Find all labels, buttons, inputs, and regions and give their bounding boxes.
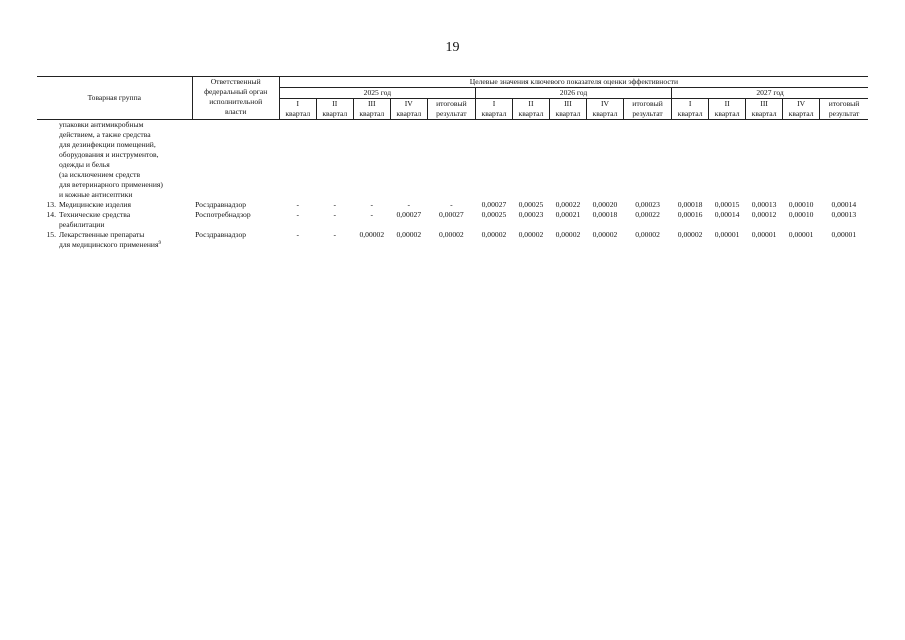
target-value: 0,00001 — [831, 230, 857, 239]
quarter-number: IV — [600, 99, 609, 108]
header-year-2026: 2026 год — [475, 88, 671, 99]
table-body — [37, 120, 868, 251]
header-quarter — [475, 99, 512, 120]
header-total — [623, 99, 671, 120]
target-value: 0,00010 — [788, 210, 814, 219]
continuation-line: для дезинфекции помещений, — [59, 140, 156, 149]
target-value: 0,00014 — [714, 210, 740, 219]
row-number: 14. — [46, 210, 56, 219]
quarter-word: квартал — [322, 109, 348, 118]
quarter-word: квартал — [285, 109, 311, 118]
target-value: 0,00002 — [518, 230, 544, 239]
product-group-cell — [37, 210, 192, 230]
row-number: 15. — [46, 230, 56, 239]
target-value: 0,00021 — [555, 210, 581, 219]
quarter-word: квартал — [677, 109, 703, 118]
product-group-line: Лекарственные препараты — [59, 230, 145, 239]
quarter-number: III — [760, 99, 768, 108]
target-value: 0,00018 — [677, 200, 703, 209]
quarter-word: квартал — [788, 109, 814, 118]
target-value: 0,00002 — [359, 230, 385, 239]
product-group-cell — [37, 200, 192, 210]
header-year-2027: 2027 год — [672, 88, 868, 99]
target-value: 0,00023 — [518, 210, 544, 219]
responsible-organ: Росздравнадзор — [195, 230, 247, 239]
continuation-row — [37, 120, 868, 201]
target-value: 0,00001 — [714, 230, 740, 239]
target-value: 0,00001 — [788, 230, 814, 239]
quarter-number: IV — [404, 99, 413, 108]
quarter-word: квартал — [751, 109, 777, 118]
header-quarter — [512, 99, 549, 120]
product-group-name — [59, 230, 161, 250]
continuation-line: (за исключением средств — [59, 170, 141, 179]
continuation-line: и кожные антисептики — [59, 190, 133, 199]
total-label-bottom: результат — [828, 109, 860, 118]
header-quarter — [353, 99, 390, 120]
header-total — [427, 99, 475, 120]
total-label-bottom: результат — [436, 109, 467, 118]
target-value: 0,00013 — [831, 210, 857, 219]
quarter-number: II — [332, 99, 338, 108]
target-value: - — [450, 200, 453, 209]
target-value: - — [333, 210, 337, 219]
target-value: 0,00027 — [439, 210, 464, 219]
product-group-line: реабилитации — [59, 220, 105, 229]
continuation-cell — [37, 120, 192, 201]
product-group-name — [59, 210, 130, 230]
header-quarter — [316, 99, 353, 120]
target-value: 0,00002 — [635, 230, 660, 239]
footnote-marker: 9 — [158, 241, 161, 246]
header-responsible-organ — [192, 77, 279, 120]
page-number: 19 — [445, 40, 460, 55]
target-value: 0,00015 — [714, 200, 740, 209]
target-value: - — [370, 210, 374, 219]
responsible-organ: Роспотребнадзор — [195, 210, 251, 219]
table-row — [37, 200, 868, 210]
target-value: - — [333, 200, 337, 209]
target-value: 0,00027 — [481, 200, 507, 209]
target-value: 0,00013 — [751, 200, 777, 209]
table-row — [37, 210, 868, 230]
target-value: - — [333, 230, 337, 239]
empty-cell — [192, 120, 868, 201]
header-organ-line: Ответственный — [210, 77, 261, 86]
target-value: 0,00027 — [396, 210, 422, 219]
quarter-number: I — [296, 99, 300, 108]
target-value: 0,00002 — [592, 230, 618, 239]
header-organ-line: федеральный орган — [204, 87, 268, 96]
quarter-word: квартал — [359, 109, 385, 118]
continuation-line: одежды и белья — [59, 160, 110, 169]
header-quarter — [709, 99, 746, 120]
quarter-word: квартал — [555, 109, 581, 118]
continuation-text — [38, 120, 163, 200]
target-value: 0,00001 — [751, 230, 777, 239]
header-targets-title: Целевые значения ключевого показателя оценки эффективности — [279, 77, 868, 88]
quarter-word: квартал — [714, 109, 740, 118]
quarter-number: III — [368, 99, 376, 108]
target-value: 0,00022 — [635, 210, 660, 219]
quarter-word: квартал — [592, 109, 618, 118]
header-year-2025: 2025 год — [279, 88, 475, 99]
total-label-bottom: результат — [632, 109, 663, 118]
quarter-number: IV — [797, 99, 806, 108]
header-quarter — [390, 99, 427, 120]
target-value: 0,00014 — [831, 200, 857, 209]
target-value: 0,00020 — [592, 200, 618, 209]
target-value: 0,00002 — [439, 230, 464, 239]
target-value: 0,00018 — [592, 210, 618, 219]
header-quarter — [783, 99, 820, 120]
target-value: 0,00002 — [481, 230, 507, 239]
target-value: - — [296, 230, 300, 239]
product-group-line: Медицинские изделия — [59, 200, 131, 209]
table-row — [37, 230, 868, 250]
target-value: 0,00022 — [555, 200, 581, 209]
responsible-organ: Росздравнадзор — [195, 200, 247, 209]
continuation-line: действием, а также средства — [59, 130, 151, 139]
target-value: - — [296, 210, 300, 219]
header-quarter — [279, 99, 316, 120]
quarter-number: I — [492, 99, 496, 108]
header-organ-line: исполнительной — [209, 97, 263, 106]
product-group-line: для медицинского применения$^9$ — [59, 240, 161, 249]
target-value: 0,00010 — [788, 200, 814, 209]
header-organ-line: власти — [225, 107, 247, 116]
target-value: - — [407, 200, 411, 209]
target-value: 0,00002 — [677, 230, 703, 239]
total-label-top: итоговый — [632, 99, 663, 108]
target-value: 0,00016 — [677, 210, 703, 219]
quarter-number: II — [528, 99, 534, 108]
continuation-line: для ветеринарного применения) — [59, 180, 163, 189]
quarter-number: I — [688, 99, 692, 108]
target-value: 0,00023 — [635, 200, 660, 209]
total-label-top: итоговый — [828, 99, 860, 108]
continuation-line: оборудования и инструментов, — [59, 150, 159, 159]
target-value: 0,00025 — [518, 200, 544, 209]
quarter-number: II — [724, 99, 730, 108]
target-value: 0,00002 — [555, 230, 581, 239]
efficiency-targets-table — [37, 76, 868, 250]
quarter-word: квартал — [396, 109, 422, 118]
header-total — [820, 99, 868, 120]
target-value: - — [296, 200, 300, 209]
header-product-group: Товарная группа — [37, 77, 192, 120]
target-value: 0,00012 — [751, 210, 777, 219]
quarter-word: квартал — [481, 109, 507, 118]
table-header — [37, 77, 868, 120]
product-group-name — [59, 200, 131, 210]
header-quarter — [586, 99, 623, 120]
product-group-cell — [37, 230, 192, 250]
target-value: 0,00025 — [481, 210, 507, 219]
target-value: - — [370, 200, 374, 209]
product-group-line: Технические средства — [59, 210, 131, 219]
header-quarter — [746, 99, 783, 120]
target-value: 0,00002 — [396, 230, 422, 239]
row-number: 13. — [46, 200, 56, 209]
total-label-top: итоговый — [436, 99, 467, 108]
header-quarter — [672, 99, 709, 120]
quarter-word: квартал — [518, 109, 544, 118]
quarter-number: III — [564, 99, 572, 108]
header-quarter — [549, 99, 586, 120]
continuation-line: упаковки антимикробным — [59, 120, 144, 129]
